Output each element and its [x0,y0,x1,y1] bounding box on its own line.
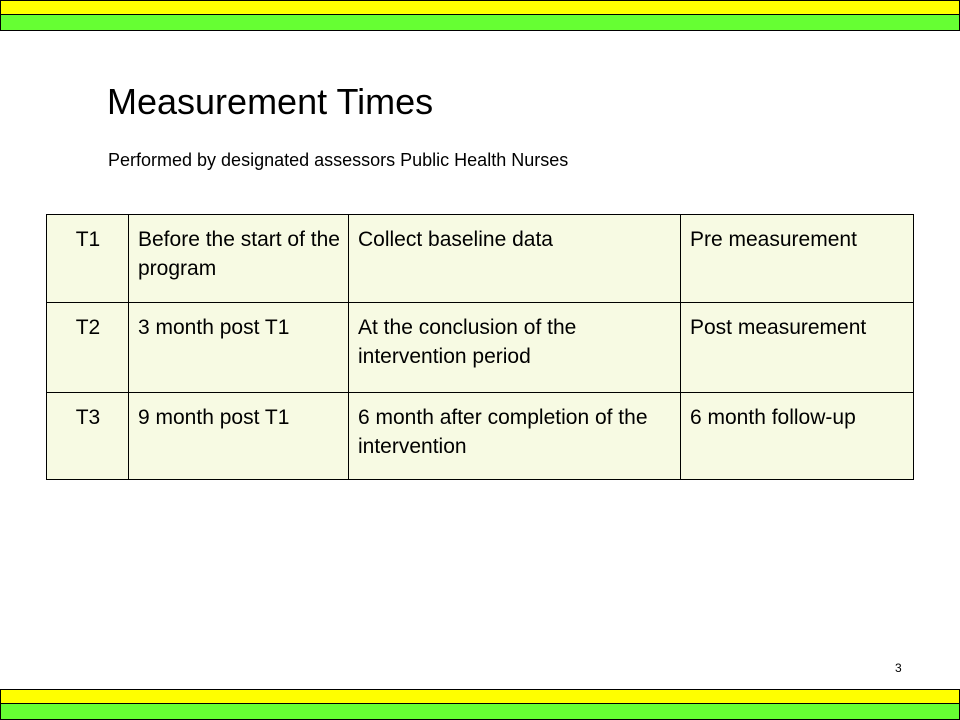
page-number: 3 [895,661,902,675]
bottom-yellow-stripe [0,689,960,704]
slide-title: Measurement Times [107,81,434,122]
table-cell-purpose: Collect baseline data [349,215,681,303]
table-cell-type: Post measurement [681,303,914,393]
table-cell-when: 9 month post T1 [129,393,349,480]
bottom-decorative-band [0,689,960,720]
table-cell-when: Before the start of the program [129,215,349,303]
table-cell-time: T2 [47,303,129,393]
measurement-times-table [46,214,914,480]
table-row [47,303,914,393]
table-cell-purpose: At the conclusion of the intervention period [349,303,681,393]
table-cell-type: 6 month follow-up [681,393,914,480]
top-yellow-stripe [0,0,960,15]
table-cell-purpose: 6 month after completion of the intervention [349,393,681,480]
table-row [47,215,914,303]
top-decorative-band [0,0,960,31]
table-cell-time: T3 [47,393,129,480]
bottom-green-stripe [0,704,960,720]
table-cell-when: 3 month post T1 [129,303,349,393]
top-green-stripe [0,15,960,31]
table-row [47,393,914,480]
table-cell-time: T1 [47,215,129,303]
slide-subtitle: Performed by designated assessors Public Health Nurses [108,150,569,170]
table-cell-type: Pre measurement [681,215,914,303]
